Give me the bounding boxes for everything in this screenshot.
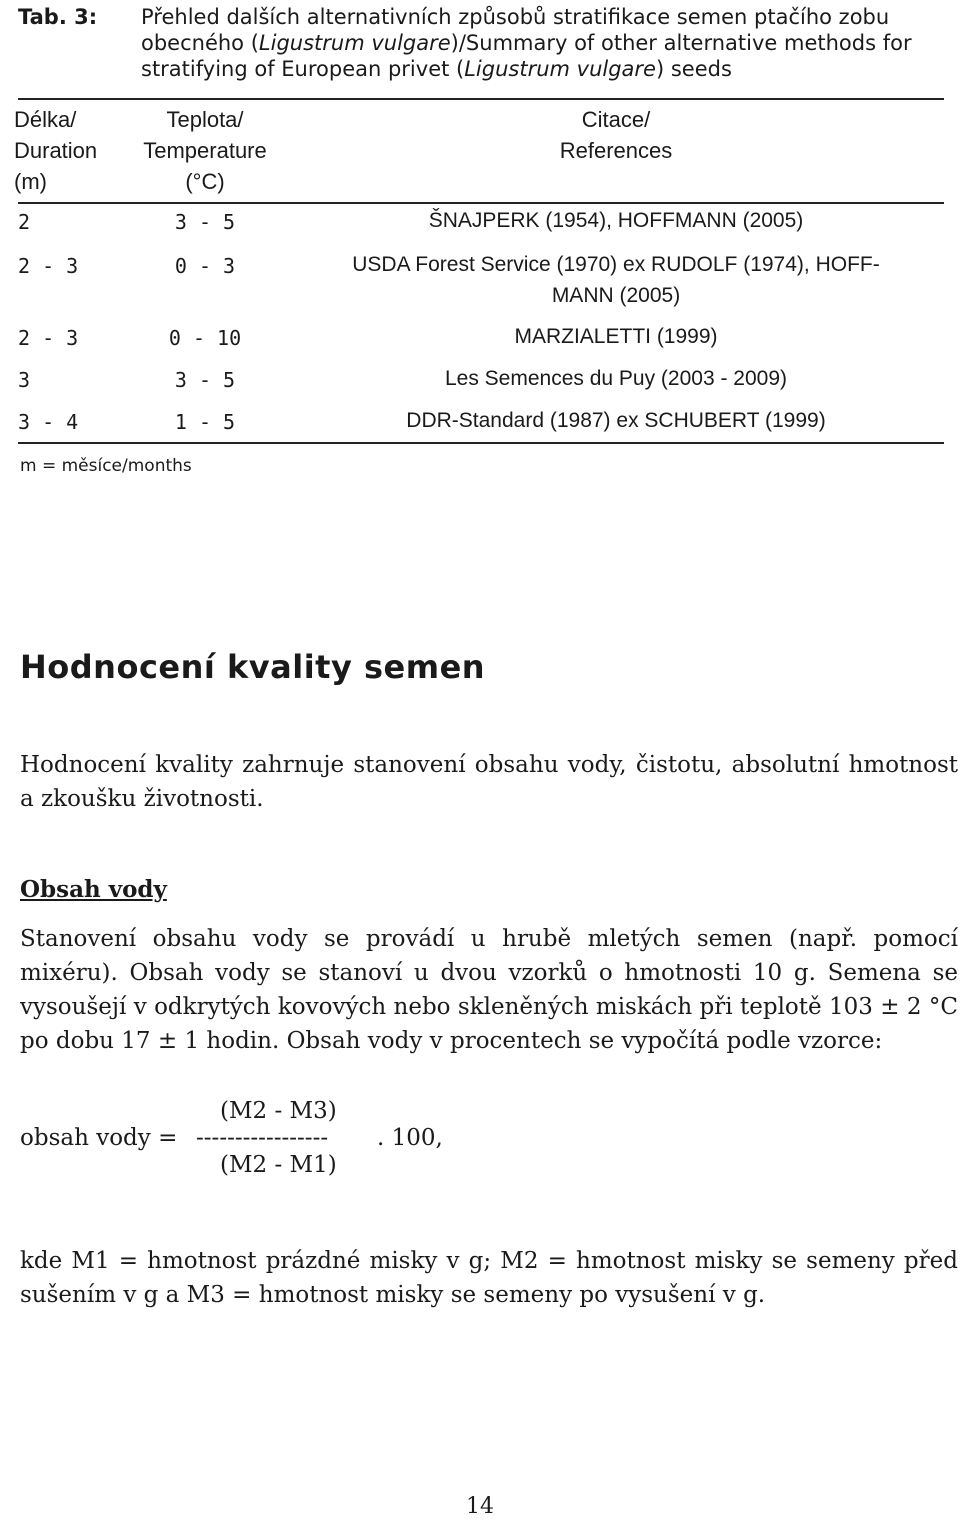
- cell-reference-continued: MANN (2005): [551, 284, 681, 307]
- cell-temperature: 0 - 10: [168, 326, 242, 350]
- table-bottom-rule: [18, 442, 944, 444]
- cell-reference: Les Semences du Puy (2003 - 2009): [444, 367, 788, 390]
- page-number: 14: [466, 1494, 494, 1519]
- legend-paragraph: kde M1 = hmotnost prázdné misky v g; M2 = hmotnost misky se semeny před sušením v g a M3 = hmotnost misky se semeny po vysušení v g.: [20, 1248, 958, 1308]
- cell-reference: MARZIALETTI (1999): [514, 325, 718, 348]
- formula-denominator: (M2 - M1): [220, 1152, 337, 1178]
- header-rule: [18, 202, 944, 204]
- cell-reference: DDR-Standard (1987) ex SCHUBERT (1999): [406, 409, 826, 432]
- table-label: Tab. 3:: [18, 5, 98, 29]
- method-paragraph: Stanovení obsahu vody se provádí u hrubě mletých semen (např. pomocí mixéru). Obsah vody se stanoví u dvou vzorků o hmotnosti 10 g. Semena se vysoušejí v odkrytých kovových nebo skleněných miskách při teplotě 103 ± 2 °C po dobu 17 ± 1 hodin. Obsah vody v procentech se vypočítá podle vzorce:: [20, 926, 958, 1054]
- subheading-water-content: Obsah vody: [20, 876, 167, 903]
- formula-numerator: (M2 - M3): [220, 1098, 337, 1124]
- cell-temperature: 3 - 5: [174, 368, 236, 392]
- table-top-rule: [18, 98, 944, 100]
- caption-text: Přehled dalších alternativních způsobů stratifikace semen ptačího zobu obecného (Ligustrum vulgare)/Summary of other alternative methods for stratifying of European privet (Ligustrum vulgare) seeds: [141, 5, 912, 81]
- cell-duration: 3 - 4: [18, 410, 79, 434]
- header-references: Citace/ References: [559, 107, 673, 163]
- formula-fraction-line: -----------------: [196, 1125, 329, 1151]
- cell-duration: 3: [18, 368, 31, 392]
- cell-reference: ŠNAJPERK (1954), HOFFMANN (2005): [428, 209, 804, 232]
- cell-duration: 2 - 3: [18, 254, 79, 278]
- intro-paragraph: Hodnocení kvality zahrnuje stanovení obsahu vody, čistotu, absolutní hmotnost a zkoušku životnosti.: [20, 752, 958, 812]
- header-temperature: Teplota/ Temperature (°C): [143, 107, 267, 194]
- cell-temperature: 1 - 5: [174, 410, 236, 434]
- cell-temperature: 0 - 3: [174, 254, 236, 278]
- formula-factor: . 100,: [377, 1125, 443, 1151]
- cell-temperature: 3 - 5: [174, 210, 236, 234]
- water-content-formula: [20, 1098, 620, 1188]
- cell-duration: 2 - 3: [18, 326, 79, 350]
- cell-duration: 2: [18, 210, 31, 234]
- cell-reference: USDA Forest Service (1970) ex RUDOLF (1974), HOFF-: [352, 253, 880, 276]
- section-title: Hodnocení kvality semen: [20, 648, 486, 686]
- header-duration: Délka/ Duration (m): [14, 107, 98, 194]
- formula-lhs: obsah vody =: [20, 1125, 178, 1151]
- table-note: m = měsíce/months: [20, 456, 192, 476]
